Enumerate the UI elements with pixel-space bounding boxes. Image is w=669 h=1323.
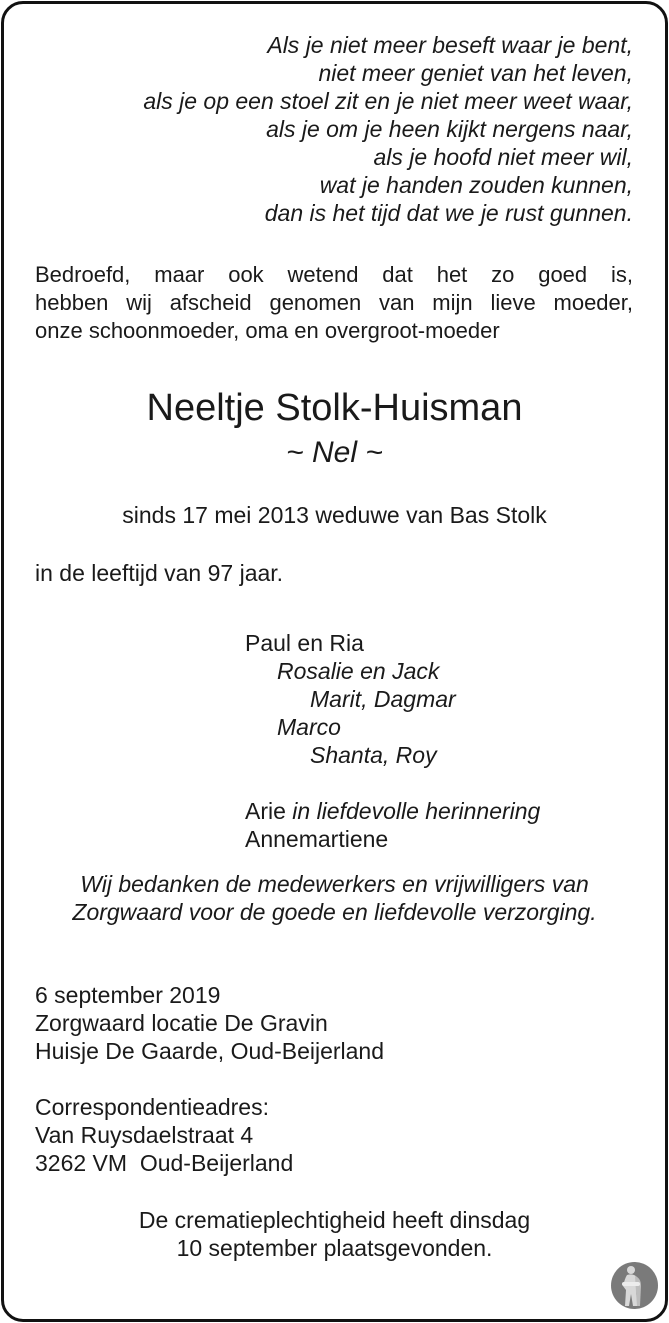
ceremony-line: De crematieplechtigheid heeft dinsdag (138, 1207, 531, 1233)
poem-line: als je om je heen kijkt nergens naar, (266, 116, 633, 142)
deceased-nickname: ~ Nel ~ (286, 436, 383, 469)
intro-line: Bedroefd, maar ook wetend dat het zo goed is, (35, 262, 633, 287)
poem-line: wat je handen zouden kunnen, (319, 172, 633, 198)
poem-line: dan is het tijd dat we je rust gunnen. (264, 200, 633, 226)
intro-line: hebben wij afscheid genomen van mijn lieve moeder, (35, 290, 633, 315)
ceremony-line: 10 september plaatsgevonden. (176, 1235, 493, 1261)
family-line: Shanta, Roy (310, 742, 437, 768)
family-line: Marit, Dagmar (310, 686, 456, 712)
embrace-logo-icon (611, 1262, 658, 1309)
poem-line: Als je niet meer beseft waar je bent, (267, 32, 633, 58)
thanks-line: Zorgwaard voor de goede en liefdevolle verzorging. (72, 899, 597, 925)
family-line: Marco (277, 714, 341, 740)
address-line: Correspondentieadres: (35, 1094, 269, 1120)
thanks-line: Wij bedanken de medewerkers en vrijwilligers van (80, 871, 589, 897)
place-date (35, 981, 633, 1065)
intro-line: onze schoonmoeder, oma en overgroot-moeder (35, 318, 500, 343)
correspondence-address (35, 1093, 633, 1177)
address-line: Van Ruysdaelstraat 4 (35, 1122, 254, 1148)
poem-line: niet meer geniet van het leven, (318, 60, 633, 86)
family-line: Paul en Ria (245, 630, 364, 656)
place-date-line: 6 september 2019 (35, 982, 221, 1008)
intro-text (35, 261, 633, 345)
family-line (245, 797, 633, 825)
age-line: in de leeftijd van 97 jaar. (35, 560, 284, 586)
widow-line: sinds 17 mei 2013 weduwe van Bas Stolk (122, 502, 547, 528)
ceremony (36, 1206, 633, 1262)
deceased-name: Neeltje Stolk-Huisman (146, 387, 523, 429)
family-line: Rosalie en Jack (277, 658, 440, 684)
place-date-line: Zorgwaard locatie De Gravin (35, 1010, 328, 1036)
thanks (36, 870, 633, 926)
family-line: Annemartiene (245, 826, 389, 852)
poem-line: als je hoofd niet meer wil, (373, 144, 633, 170)
poem (36, 31, 633, 227)
family-list (245, 629, 633, 853)
poem-line: als je op een stoel zit en je niet meer weet waar, (143, 88, 633, 114)
place-date-line: Huisje De Gaarde, Oud-Beijerland (35, 1038, 385, 1064)
family-note: in liefdevolle herinnering (292, 798, 541, 824)
address-line: 3262 VM Oud-Beijerland (35, 1150, 294, 1176)
family-name: Arie (245, 798, 286, 824)
